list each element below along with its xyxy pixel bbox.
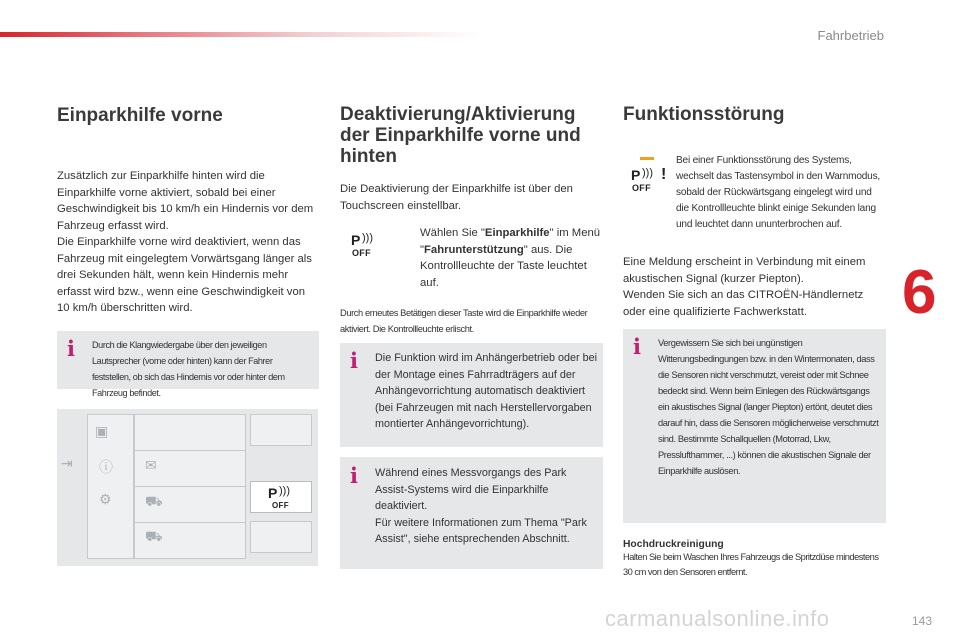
column-deactivation [340, 96, 603, 569]
note-text: Durch erneutes Betätigen dieser Taste wird die Einparkhilfe wieder aktiviert. Die Kontrollleuchte erlischt. [340, 308, 588, 334]
back-icon: ⇥ [61, 455, 73, 471]
list-icon: ✉ [145, 457, 157, 473]
info-box [340, 343, 603, 447]
parking-aid-button[interactable] [250, 481, 312, 513]
info-text: Vergewissern Sie sich bei ungünstigen Witterungsbedingungen bzw. in den Wintermonaten, dass die Sensoren nicht verschmutzt, vereist oder mit Schnee bedeckt sind. Wenn beim Einlegen des Rückwärtsgangs ein akustisches Signal (langer Piepton) ertönt, deutet dies darauf hin, dass die Sensoren möglicherweise verschmutzt sind. Bestimmte Schallquellen (Motorrad, Lkw, Presslufthammer, ...) können die akustischen Signale der Einparkhilfe auslösen. [658, 338, 879, 476]
column-front-parking-aid [57, 96, 319, 398]
touchscreen-illustration [57, 409, 318, 566]
info-text: Durch die Klangwiedergabe über den jeweiligen Lautsprecher (vorne oder hinten) kann der Fahrer feststellen, ob sich das Hindernis vor oder hinter dem Fahrzeug befindet. [92, 339, 285, 398]
info-icon: i [350, 348, 358, 373]
paragraph: Die Einparkhilfe vorne wird deaktiviert, wenn das Fahrzeug mit eingelegtem Vorwärtsgang länger als drei Sekunden hält, wenn kein Hindernis mehr erfasst wird bzw., wenn eine Geschwindigkeit von 10 km/h überschritten wird. [57, 236, 312, 314]
warning-icon: ⓘ [99, 459, 113, 475]
subtext: Halten Sie beim Waschen Ihres Fahrzeugs die Spritzdüse mindestens 30 cm von den Sensoren entfernt. [623, 552, 879, 577]
section-title: Deaktivierung/Aktivierung der Einparkhilfe vorne und hinten [340, 104, 581, 167]
section-title: Funktionsstörung [623, 104, 785, 125]
info-box [623, 329, 886, 523]
car-icon: ⛟ [145, 528, 163, 544]
fault-text: Bei einer Funktionsstörung des Systems, wechselt das Tastensymbol in den Warnmodus, sobald der Rückwärtsgang eingelegt wird und die Kontrollleuchte blinkt einige Sekunden lang und leuchtet dann ununterbrochen auf. [676, 155, 881, 230]
info-icon: i [67, 335, 75, 361]
screen-side-pane [250, 414, 312, 446]
screen-side-pane [250, 521, 312, 553]
exclamation-icon: ! [661, 166, 667, 183]
column-malfunction [623, 96, 886, 580]
info-box [340, 457, 603, 569]
header-accent-bar [0, 32, 480, 37]
chapter-number: 6 [902, 258, 937, 327]
info-icon: i [350, 463, 358, 488]
settings-icon: ⚙ [99, 491, 112, 507]
step-text: Wählen Sie "Einparkhilfe" im Menü "Fahrunterstützung" aus. Die Kontrollleuchte der Taste leuchtet auf. [420, 227, 601, 289]
car-icon: ⛟ [145, 493, 163, 509]
step-block [340, 225, 603, 291]
parking-warning-icon: P ))) OFF [631, 167, 653, 193]
section-title: Einparkhilfe vorne [57, 105, 223, 126]
page-number: 143 [912, 614, 933, 628]
section-label: Fahrbetrieb [817, 28, 884, 43]
paragraph: Die Deaktivierung der Einparkhilfe ist über den Touchscreen einstellbar. [340, 183, 573, 212]
parking-aid-icon: P ))) OFF [268, 485, 290, 510]
parking-off-icon: P ))) OFF [351, 232, 373, 258]
watermark: carmanualsonline.info [605, 606, 830, 631]
info-icon: i [633, 334, 641, 359]
info-box [57, 331, 319, 398]
info-text: Für weitere Informationen zum Thema "Park Assist", siehe entsprechenden Abschnitt. [375, 516, 587, 545]
fault-block [623, 153, 886, 251]
warning-bar-icon [640, 157, 654, 160]
assist-icon: ▣ [95, 423, 109, 439]
paragraph: Zusätzlich zur Einparkhilfe hinten wird die Einparkhilfe vorne aktiviert, sobald bei einer Geschwindigkeit bis 10 km/h ein Hindernis vor dem Fahrzeug erfasst wird. [57, 170, 314, 232]
info-text: Während eines Messvorgangs des Park Assist-Systems wird die Einparkhilfe deaktiviert. [375, 467, 567, 512]
paragraph: Wenden Sie sich an das CITROËN-Händlernetz oder eine qualifizierte Fachwerkstatt. [623, 289, 864, 318]
subheading: Hochdruckreinigung [623, 539, 724, 550]
info-text: Die Funktion wird im Anhängerbetrieb oder bei der Montage eines Fahrradträgers auf der Anhängevorrichtung automatisch deaktiviert (bei Fahrzeugen mit nach Herstellervorgaben montierter Anhängevorrichtung). [375, 352, 598, 430]
paragraph: Eine Meldung erscheint in Verbindung mit einem akustischen Signal (kurzer Piepton). [623, 256, 866, 285]
